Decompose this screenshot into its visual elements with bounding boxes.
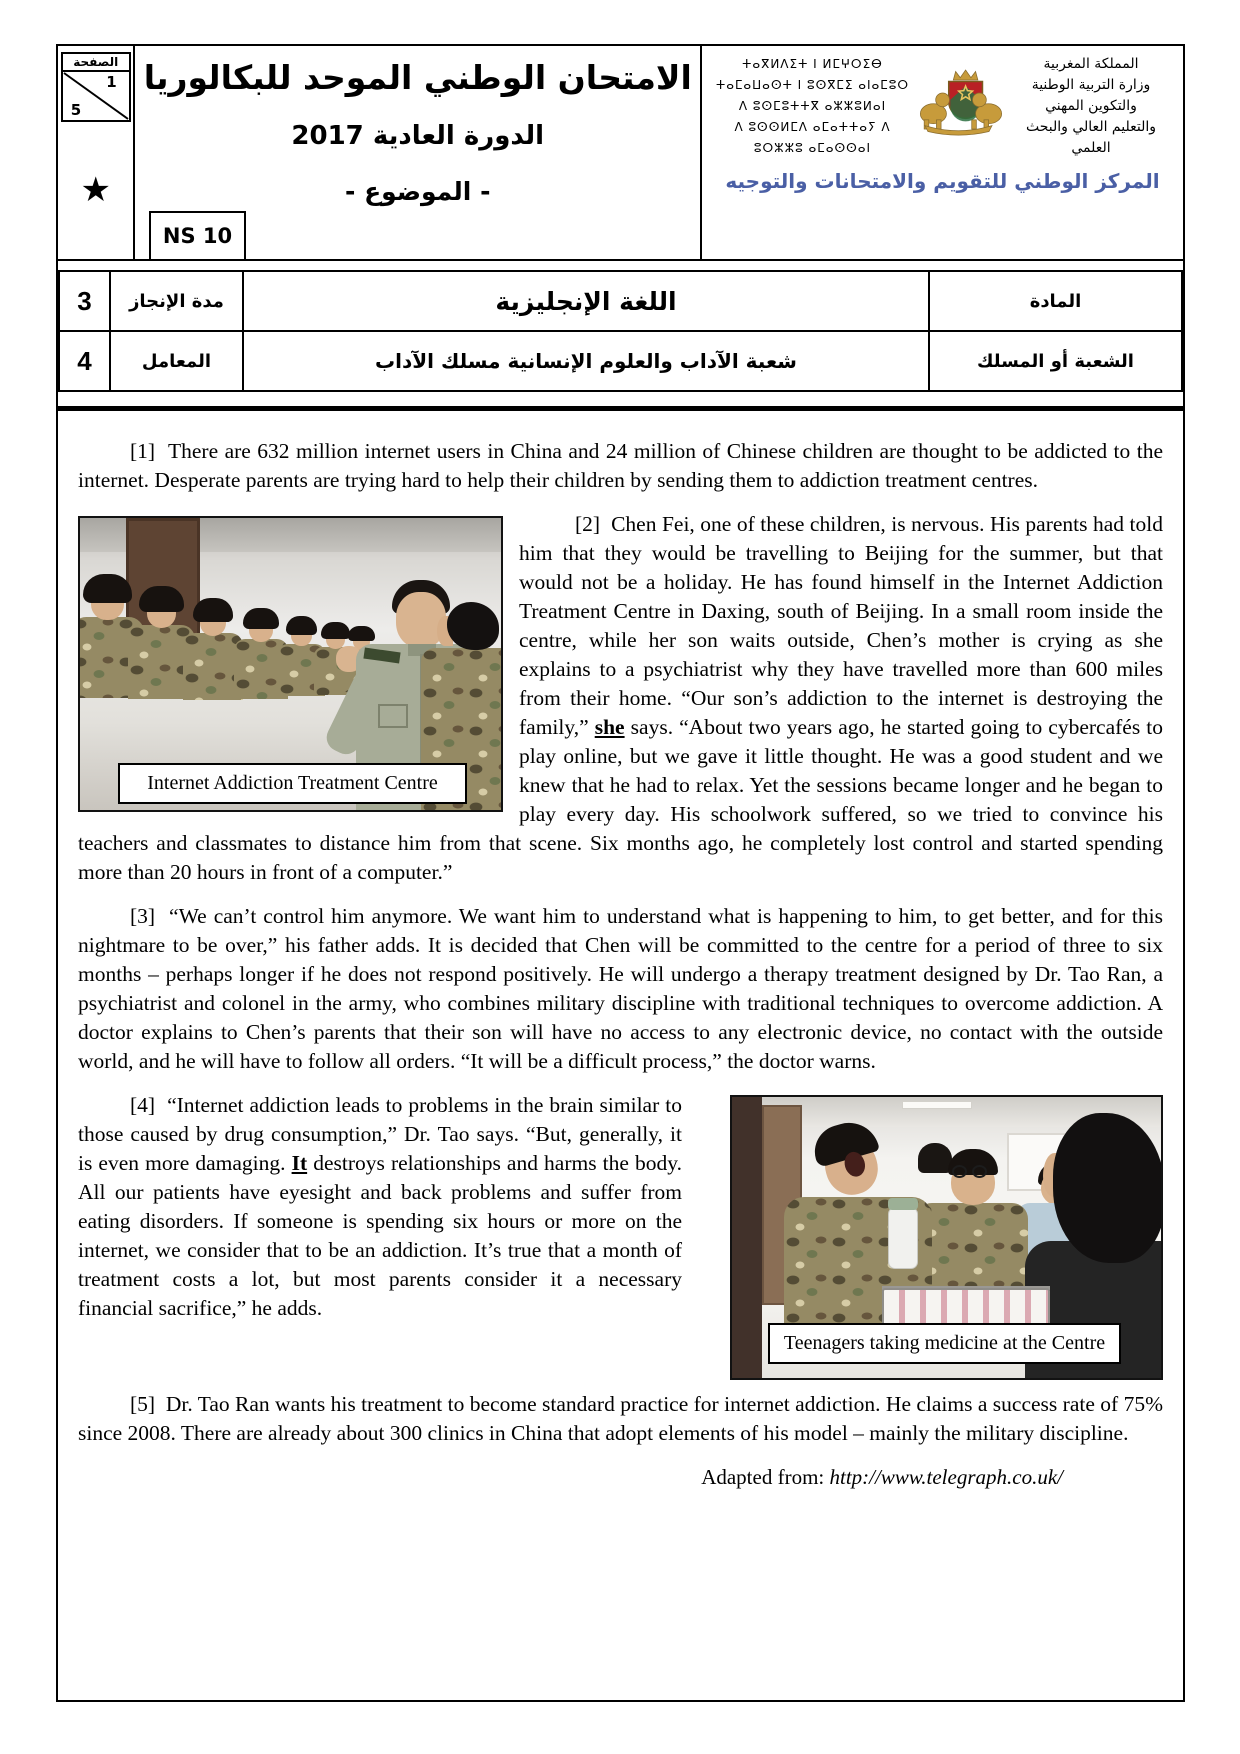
figure-hair <box>321 622 350 639</box>
photo2-caption: Teenagers taking medicine at the Centre <box>768 1323 1121 1364</box>
door-frame <box>732 1097 762 1378</box>
source-url: http://www.telegraph.co.uk/ <box>829 1465 1063 1489</box>
figure-hair <box>193 598 234 622</box>
org-row <box>710 54 1175 159</box>
kingdom-line: المملكة المغربية <box>1043 56 1139 72</box>
photo1-caption: Internet Addiction Treatment Centre <box>118 763 467 804</box>
current-page-number: 1 <box>106 73 117 91</box>
shoulder-board <box>363 648 400 664</box>
coefficient-label: المعامل <box>110 331 243 391</box>
coat-of-arms-icon <box>915 66 1007 148</box>
exam-title: الامتحان الوطني الموحد للبكالوريا <box>143 58 692 97</box>
figure-head <box>808 1116 891 1209</box>
stream-value: شعبة الآداب والعلوم الإنسانية مسلك الآداب <box>243 331 929 391</box>
ministry-text-block <box>1007 54 1175 159</box>
ministry-line: وزارة التربية الوطنية <box>1031 77 1151 93</box>
figure-hair <box>139 586 184 612</box>
figure-hair <box>243 608 279 629</box>
ministry-line: والتعليم العالي والبحث العلمي <box>1025 119 1156 156</box>
paragraph-2-text: says. “About two years ago, he started going to cybercafés to play online, but we gave it little thought. He was a good student and we knew that he had to relax. Yet the sessions became longer and he began to play every day. His schoolwork suffered, so we tried to convince his teachers and classmates to distance him from that scene. Six months ago, he completely lost control and started spending more than 20 hours in front of a computer.” <box>78 715 1163 884</box>
table-row-stream <box>59 331 1182 391</box>
water-bottle <box>888 1207 918 1269</box>
paragraph-4-text: [4] “Internet addiction leads to problems in the brain similar to those caused by drug consumption,” Dr. Tao says. “But, generally, it is even more damaging. <box>78 1093 682 1175</box>
eyeglasses-icon <box>972 1165 987 1178</box>
tifinagh-line: ⴷ ⵓⵙⵙⵍⵎⴷ ⴰⵎⴰⵜⵜⴰⵢ ⴷ ⵓⵔⵣⵣⵓ ⴰⵎⴰⵙⵙⴰⵏ <box>734 120 891 155</box>
paragraph-4-block <box>78 1091 1163 1354</box>
coefficient-value: 4 <box>59 331 110 391</box>
emphasized-word-she: she <box>594 715 625 739</box>
tifinagh-text-block <box>710 54 915 159</box>
field-subject-label: المادة <box>929 271 1182 331</box>
exam-code-box: NS 10 <box>149 211 246 261</box>
duration-label: مدة الإنجاز <box>110 271 243 331</box>
figure-hair <box>1053 1113 1163 1263</box>
ministry-line: والتكوين المهني <box>1045 98 1137 114</box>
ceiling-lamp <box>902 1101 972 1109</box>
reading-passage <box>58 411 1183 1492</box>
eyeglasses-icon <box>952 1165 967 1178</box>
figure-hair <box>83 574 132 603</box>
uniform-pocket <box>378 704 408 728</box>
exam-info-table <box>58 270 1183 392</box>
total-pages-number: 5 <box>70 101 82 119</box>
source-attribution <box>78 1463 1163 1492</box>
tifinagh-line: ⴷ ⵓⵙⵎⵓⵜⵜⴳ ⴰⵣⵣⵓⵍⴰⵏ <box>738 99 887 113</box>
header-left-column <box>58 46 135 259</box>
bottle-cap <box>888 1198 918 1210</box>
duration-value: 3 <box>59 271 110 331</box>
paragraph-2-text: [2] Chen Fei, one of these children, is nervous. His parents had told him that they would be travelling to Beijing for the summer, but that would not be a holiday. He has found himself in the Internet Addiction Treatment Centre in Daxing, south of Beijing. In a small room inside the centre, while her son waits outside, Chen’s mother is crying as she explains to a psychiatrist why they have travelled more than 600 miles from their home. “Our son’s addiction to the internet is destroying the family,” <box>519 512 1163 739</box>
paragraph-4-text: destroys relationships and harms the body. All our patients have eyesight and back problems and suffer from eating disorders. If someone is spending six hours or more on the internet, we consider that to be an addiction. It’s true that a month of treatment costs a lot, but most parents consider it a necessary financial sacrifice,” he adds. <box>78 1151 682 1320</box>
photo-teens-medicine <box>730 1095 1163 1380</box>
photo-treatment-centre <box>78 516 503 812</box>
subject-value: اللغة الإنجليزية <box>243 271 929 331</box>
paragraph-2-block <box>78 510 1163 887</box>
paragraph-3: [3] “We can’t control him anymore. We want him to understand what is happening to him, to get better, and for this nightmare to be over,” his father adds. It is decided that Chen will be committed to the centre for a period of three to six months – perhaps longer if he does not respond positively. He will undergo a therapy treatment designed by Dr. Tao Ran, a psychiatrist and colonel in the army, who combines military discipline with traditional techniques to overcome addiction. A doctor explains to Chen’s parents that their son will have no access to any electronic device, no contact with the outside world, and he will have to follow all orders. “It will be a difficult process,” the doctor warns. <box>78 904 1163 1073</box>
header-org-column <box>702 46 1183 259</box>
table-row-subject <box>59 271 1182 331</box>
source-label: Adapted from: <box>701 1465 830 1489</box>
tifinagh-line: ⵜⴰⵎⴰⵡⴰⵙⵜ ⵏ ⵓⵙⴳⵎⵉ ⴰⵏⴰⵎⵓⵔ <box>715 78 909 92</box>
tifinagh-line: ⵜⴰⴳⵍⴷⵉⵜ ⵏ ⵍⵎⵖⵔⵉⴱ <box>742 57 883 71</box>
paragraph-5: [5] Dr. Tao Ran wants his treatment to become standard practice for internet addiction. He claims a success rate of 75% since 2008. There are already about 300 clinics in China that adopt elements of his model – mainly the military discipline. <box>78 1392 1163 1445</box>
figure-head <box>948 1149 998 1205</box>
figure-hair <box>447 602 499 650</box>
paragraph-1: [1] There are 632 million internet users in China and 24 million of Chinese children are thought to be addicted to the internet. Desperate parents are trying hard to help their children by sending them to addiction treatment centres. <box>78 439 1163 492</box>
field-stream-label: الشعبة أو المسلك <box>929 331 1182 391</box>
emphasized-word-it: It <box>291 1151 308 1175</box>
page-label: الصفحة <box>63 54 129 72</box>
national-center-name: المركز الوطني للتقويم والامتحانات والتوجيه <box>725 169 1160 193</box>
figure-hair <box>286 616 318 635</box>
subject-marker: - الموضوع - <box>345 177 491 206</box>
exam-session: الدورة العادية 2017 <box>291 121 545 151</box>
page-fraction <box>63 72 129 120</box>
page-frame <box>56 44 1185 1702</box>
page-number-box <box>61 52 131 122</box>
star-icon: ★ <box>80 172 111 209</box>
